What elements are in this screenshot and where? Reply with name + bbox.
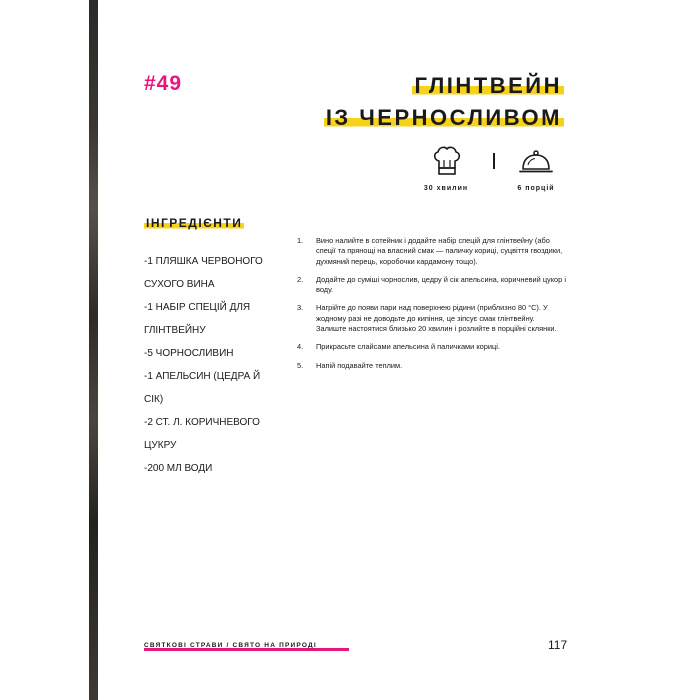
portions: 6 порцій [517,185,555,192]
step-text: Напій подавайте теплим. [316,360,403,370]
step-text: Додайте до суміші чорнослив, цедру й сік апельсина, коричневий цукор і воду. [316,274,566,295]
step-item [297,342,567,352]
ingredients-heading: ІНГРЕДІЄНТИ [146,216,243,230]
step-item [297,236,567,267]
step-number: 1. [297,236,304,245]
step-number: 5. [297,360,304,370]
recipe-title-line-1: ГЛІНТВЕЙН [414,73,562,98]
ingredient-item: -2 СТ. Л. КОРИЧНЕВОГО ЦУКРУ [144,417,260,451]
footer-section-title: СВЯТКОВІ СТРАВИ / СВЯТО НА ПРИРОДІ [144,642,317,649]
outer-margin [0,0,89,700]
cooking-time: 30 хвилин [423,185,469,192]
recipe-number: #49 [144,72,183,95]
ingredient-item: ГЛІНТВЕЙНУ [144,325,206,336]
recipe-title-line-2: ІЗ ЧЕРНОСЛИВОМ [325,105,562,130]
facing-page-photo-edge [89,0,98,700]
steps-list [297,236,567,379]
ingredients-list [144,250,274,480]
step-item [297,303,567,334]
ingredient-item: -1 НАБІР СПЕЦІЙ ДЛЯ [144,302,251,313]
ingredient-item: СУХОГО ВИНА [144,279,215,290]
step-number: 3. [297,303,304,313]
step-number: 4. [297,342,304,352]
ingredient-item: -1 ПЛЯШКА ЧЕРВОНОГО [144,256,263,267]
recipe-page [98,0,610,700]
recipe-meta [416,145,566,205]
ingredient-item: -5 ЧОРНОСЛИВИН [144,348,234,359]
step-text: Вино налийте в сотейник і додайте набір спецій для глінтвейну (або спеції та прянощі на власний смак — паличку кориці, суцвіття гвоздики, духмяний перець, коробочки кардамону тощо). [316,236,563,266]
step-text: Нагрійте до появи пари над поверхнею рідини (приблизно 80 °С). У жодному разі не доводьте до кипіння, це зіпсує смак глінтвейну. Залиште настоятися близько 20 хвилин і розлийте в порційні склянки. [316,303,557,334]
step-item [297,361,567,371]
step-item [297,275,567,296]
chef-hat-icon [432,145,462,177]
step-text: Прикрасьте слайсами апельсина й паличками кориці. [316,342,500,352]
ingredient-item: -200 МЛ ВОДИ [144,463,213,474]
cloche-icon [519,147,553,177]
page-number: 117 [548,638,568,652]
meta-divider [493,153,495,169]
step-number: 2. [297,274,304,284]
recipe-title [324,70,564,134]
ingredient-item: -1 АПЕЛЬСИН (ЦЕДРА Й СІК) [144,371,261,405]
